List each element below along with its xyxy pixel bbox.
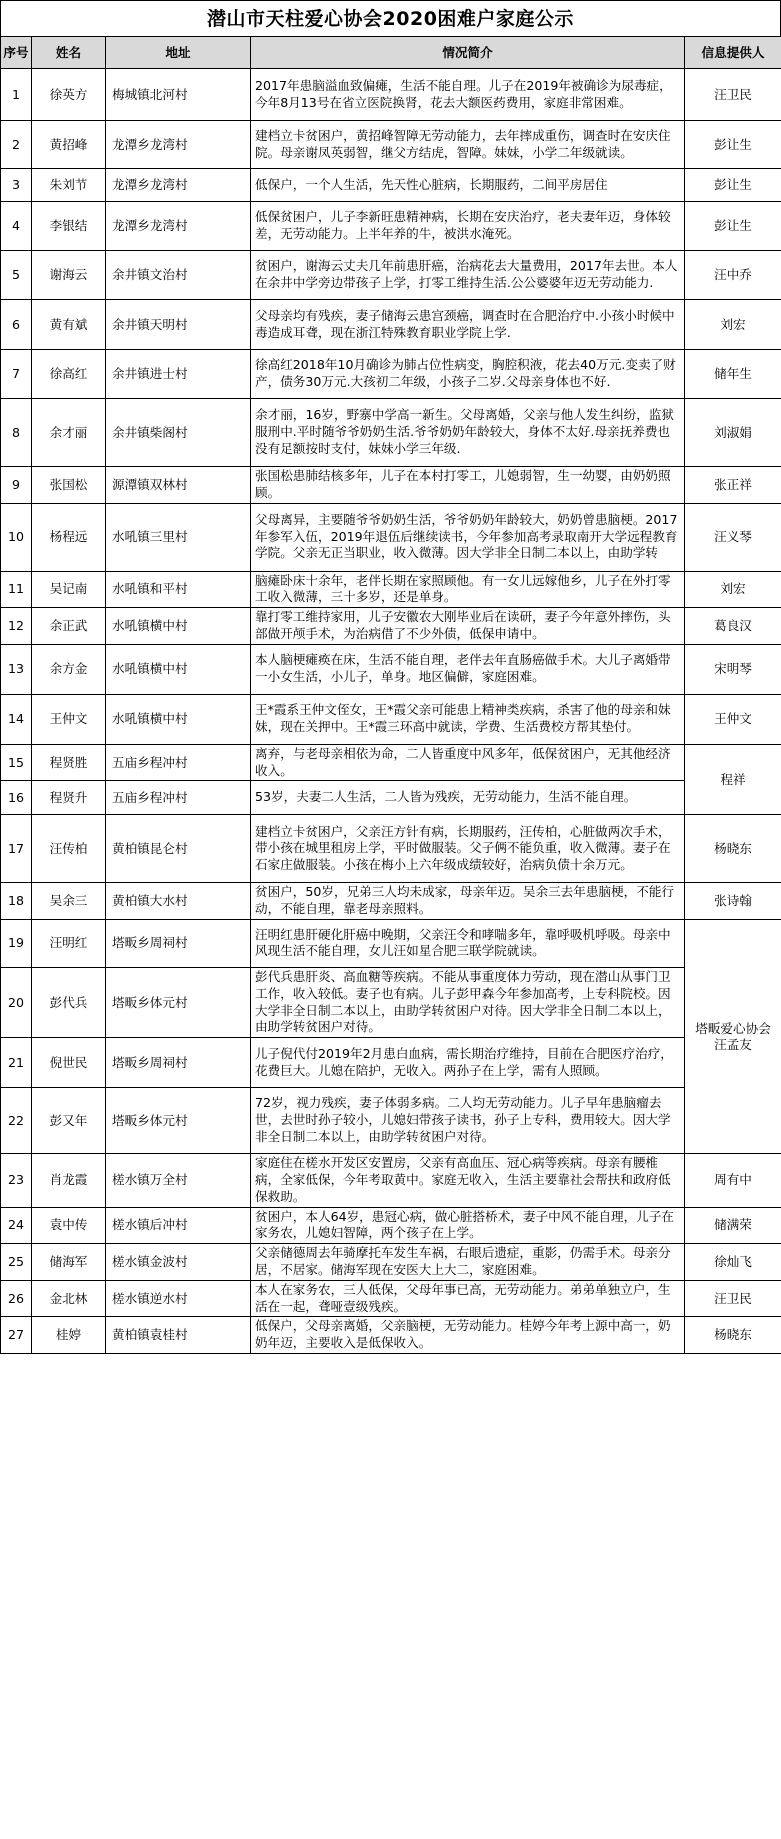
row-description: 建档立卡贫困户，父亲汪方针有病，长期服药，汪传柏，心脏做两次手术，带小孩在城里租房上学，平时做服装。父子俩不能负重，收入微薄。妻子在石家庄做服装。小孩在梅小上六年级成绩较好，治病负债十余万元。 [251, 815, 685, 883]
row-provider: 王仲文 [685, 694, 781, 744]
row-description: 余才丽，16岁，野寨中学高一新生。父母离婚，父亲与他人发生纠纷，监狱服刑中.平时随爷爷奶奶生活.爷爷奶奶年龄较大，身体不太好.母亲抚养费也没有足额按时支付，妹妹小学三年级. [251, 399, 685, 467]
table-row [1, 169, 781, 202]
row-number: 14 [1, 694, 32, 744]
row-number: 12 [1, 608, 32, 645]
row-provider: 彭让生 [685, 202, 781, 251]
row-number: 7 [1, 350, 32, 399]
row-description: 儿子倪代付2019年2月患白血病，需长期治疗维持，目前在合肥医疗治疗，花费巨大。儿媳在陪护，无收入。两孙子在上学，需有人照顾。 [251, 1038, 685, 1088]
row-provider: 刘宏 [685, 300, 781, 350]
row-name: 余正武 [32, 608, 106, 645]
row-name: 王仲文 [32, 694, 106, 744]
row-number: 13 [1, 644, 32, 694]
row-provider: 汪义琴 [685, 503, 781, 571]
table-row [1, 1244, 781, 1281]
row-number: 10 [1, 503, 32, 571]
row-address: 五庙乡程冲村 [106, 744, 251, 781]
table-row [1, 815, 781, 883]
row-number: 20 [1, 967, 32, 1037]
row-provider: 储年生 [685, 350, 781, 399]
row-number: 25 [1, 1244, 32, 1281]
row-description: 本人脑梗瘫痪在床，生活不能自理，老伴去年直肠癌做手术。大儿子离婚带一小女生活，小儿子，单身。地区偏僻，家庭困难。 [251, 644, 685, 694]
table-row [1, 919, 781, 967]
row-description: 本人在家务农，三人低保，父母年事已高，无劳动能力。弟弟单独立户，生活在一起，聋哑壹级残疾。 [251, 1280, 685, 1317]
row-address: 五庙乡程冲村 [106, 781, 251, 815]
row-name: 彭又年 [32, 1088, 106, 1154]
table-row [1, 744, 781, 781]
row-description: 徐高红2018年10月确诊为肺占位性病变，胸腔积液，花去40万元.变卖了财产，债务30万元.大孩初二年级，小孩子二岁.父母亲身体也不好. [251, 350, 685, 399]
row-name: 汪明红 [32, 919, 106, 967]
row-number: 23 [1, 1154, 32, 1207]
row-name: 徐高红 [32, 350, 106, 399]
row-description: 低保户，父母亲离婚，父亲脑梗，无劳动能力。桂婷今年考上源中高一，奶奶年迈，主要收入是低保收入。 [251, 1317, 685, 1354]
row-address: 水吼镇三里村 [106, 503, 251, 571]
row-name: 肖龙霞 [32, 1154, 106, 1207]
row-name: 吴记南 [32, 571, 106, 608]
row-number: 4 [1, 202, 32, 251]
row-address: 龙潭乡龙湾村 [106, 121, 251, 169]
row-provider: 张正祥 [685, 467, 781, 504]
row-name: 汪传柏 [32, 815, 106, 883]
row-address: 黄柏镇袁桂村 [106, 1317, 251, 1354]
table-row [1, 1317, 781, 1354]
row-name: 彭代兵 [32, 967, 106, 1037]
row-description: 贫困户，本人64岁，患冠心病，做心脏搭桥术，妻子中风不能自理，儿子在家务农，儿媳妇智障，两个孩子在上学。 [251, 1207, 685, 1244]
row-number: 26 [1, 1280, 32, 1317]
table-row [1, 251, 781, 300]
table-row [1, 571, 781, 608]
row-name: 徐英方 [32, 69, 106, 121]
row-address: 槎水镇逆水村 [106, 1280, 251, 1317]
table-header-row [1, 37, 781, 69]
row-provider: 塔畈爱心协会 汪孟友 [685, 919, 781, 1153]
table-row [1, 202, 781, 251]
row-description: 低保贫困户，儿子李新旺患精神病，长期在安庆治疗，老夫妻年迈，身体较差，无劳动能力。上半年养的牛，被洪水淹死。 [251, 202, 685, 251]
row-name: 李银结 [32, 202, 106, 251]
row-name: 余方金 [32, 644, 106, 694]
table-row [1, 350, 781, 399]
row-provider: 周有中 [685, 1154, 781, 1207]
table-row [1, 883, 781, 920]
page-title: 潜山市天柱爱心协会2020困难户家庭公示 [0, 0, 781, 36]
row-address: 塔畈乡周祠村 [106, 919, 251, 967]
row-number: 6 [1, 300, 32, 350]
row-description: 低保户，一个人生活，先天性心脏病，长期服药，二间平房居住 [251, 169, 685, 202]
row-name: 储海军 [32, 1244, 106, 1281]
table-row [1, 967, 781, 1037]
row-description: 53岁，夫妻二人生活，二人皆为残疾，无劳动能力，生活不能自理。 [251, 781, 685, 815]
row-number: 19 [1, 919, 32, 967]
row-address: 槎水镇金波村 [106, 1244, 251, 1281]
row-number: 24 [1, 1207, 32, 1244]
table-row [1, 1207, 781, 1244]
table-row [1, 300, 781, 350]
row-description: 父母离异，主要随爷爷奶奶生活，爷爷奶奶年龄较大，奶奶曾患脑梗。2017年参军入伍，2019年退伍后继续读书，今年参加高考录取南开大学远程教育学院。父亲无正当职业，收入微薄。因大学非全日制二本以上，由助学转 [251, 503, 685, 571]
row-description: 王*霞系王仲文侄女，王*霞父亲可能患上精神类疾病，杀害了他的母亲和妹妹，现在关押中。王*霞三环高中就读，学费、生活费校方帮其垫付。 [251, 694, 685, 744]
row-description: 离弃，与老母亲相依为命，二人皆重度中风多年，低保贫困户，无其他经济收入。 [251, 744, 685, 781]
row-number: 5 [1, 251, 32, 300]
row-address: 梅城镇北河村 [106, 69, 251, 121]
row-address: 水吼镇横中村 [106, 694, 251, 744]
table-row [1, 1038, 781, 1088]
row-name: 程贤升 [32, 781, 106, 815]
table-body [1, 69, 781, 1354]
row-name: 朱刘节 [32, 169, 106, 202]
table-row [1, 694, 781, 744]
header-description: 情况简介 [251, 37, 685, 69]
row-number: 1 [1, 69, 32, 121]
row-number: 22 [1, 1088, 32, 1154]
row-description: 脑瘫卧床十余年，老伴长期在家照顾他。有一女儿远嫁他乡，儿子在外打零工收入微薄，三十多岁，还是单身。 [251, 571, 685, 608]
row-address: 塔畈乡体元村 [106, 1088, 251, 1154]
row-number: 11 [1, 571, 32, 608]
row-description: 贫困户，谢海云丈夫几年前患肝癌，治病花去大量费用，2017年去世。本人在余井中学旁边带孩子上学，打零工维持生活.公公婆婆年迈无劳动能力. [251, 251, 685, 300]
row-description: 建档立卡贫困户，黄招峰智障无劳动能力，去年摔成重伤，调查时在安庆住院。母亲谢凤英弱智，继父方结虎，智障。妹妹，小学二年级就读。 [251, 121, 685, 169]
row-address: 余井镇文治村 [106, 251, 251, 300]
row-provider: 汪卫民 [685, 1280, 781, 1317]
row-number: 3 [1, 169, 32, 202]
table-row [1, 608, 781, 645]
row-number: 8 [1, 399, 32, 467]
header-provider: 信息提供人 [685, 37, 781, 69]
row-address: 龙潭乡龙湾村 [106, 169, 251, 202]
row-name: 张国松 [32, 467, 106, 504]
row-address: 槎水镇万全村 [106, 1154, 251, 1207]
row-description: 彭代兵患肝炎、高血糖等疾病。不能从事重度体力劳动，现在潜山从事门卫工作，收入较低。妻子也有病。儿子彭甲森今年参加高考，上专科院校。因大学非全日制二本以上，由助学转贫困户对待。因大学非全日制二本以上，由助学转贫困户对待。 [251, 967, 685, 1037]
header-no: 序号 [1, 37, 32, 69]
row-provider: 刘淑娟 [685, 399, 781, 467]
row-name: 黄有斌 [32, 300, 106, 350]
header-address: 地址 [106, 37, 251, 69]
table-row [1, 1154, 781, 1207]
row-provider: 徐灿飞 [685, 1244, 781, 1281]
table-row [1, 1280, 781, 1317]
row-description: 张国松患肺结核多年，儿子在本村打零工，儿媳弱智，生一幼婴，由奶奶照顾。 [251, 467, 685, 504]
row-provider: 杨晓东 [685, 1317, 781, 1354]
row-provider: 汪卫民 [685, 69, 781, 121]
row-name: 谢海云 [32, 251, 106, 300]
row-provider: 彭让生 [685, 121, 781, 169]
row-name: 金北林 [32, 1280, 106, 1317]
row-address: 余井镇天明村 [106, 300, 251, 350]
row-description: 2017年患脑溢血致偏瘫，生活不能自理。儿子在2019年被确诊为尿毒症，今年8月13号在省立医院换肾，花去大额医药费用，家庭非常困难。 [251, 69, 685, 121]
row-number: 18 [1, 883, 32, 920]
table-row [1, 644, 781, 694]
row-address: 水吼镇横中村 [106, 608, 251, 645]
table-row [1, 399, 781, 467]
row-provider: 储满荣 [685, 1207, 781, 1244]
row-address: 余井镇柴阁村 [106, 399, 251, 467]
row-number: 9 [1, 467, 32, 504]
table-row [1, 467, 781, 504]
row-description: 家庭住在槎水开发区安置房，父亲有高血压、冠心病等疾病。母亲有腰椎病，全家低保，今年考取黄中。家庭无收入，生活主要靠社会帮扶和政府低保救助。 [251, 1154, 685, 1207]
row-name: 黄招峰 [32, 121, 106, 169]
table-row [1, 503, 781, 571]
row-address: 黄柏镇昆仑村 [106, 815, 251, 883]
row-address: 塔畈乡周祠村 [106, 1038, 251, 1088]
row-address: 龙潭乡龙湾村 [106, 202, 251, 251]
row-description: 父母亲均有残疾，妻子储海云患宫颈癌，调查时在合肥治疗中.小孩小时候中毒造成耳聋，现在浙江特殊教育职业学院上学. [251, 300, 685, 350]
header-name: 姓名 [32, 37, 106, 69]
table-row [1, 121, 781, 169]
table-row [1, 69, 781, 121]
row-provider: 张诗翰 [685, 883, 781, 920]
row-number: 17 [1, 815, 32, 883]
row-description: 汪明红患肝硬化肝癌中晚期，父亲汪令和哮喘多年，靠呼吸机呼吸。母亲中风现生活不能自理，女儿汪如星合肥三联学院就读。 [251, 919, 685, 967]
row-provider: 程祥 [685, 744, 781, 815]
row-description: 贫困户，50岁，兄弟三人均未成家，母亲年迈。吴余三去年患脑梗，不能行动，不能自理，靠老母亲照料。 [251, 883, 685, 920]
row-address: 槎水镇后冲村 [106, 1207, 251, 1244]
table-row [1, 1088, 781, 1154]
row-name: 袁中传 [32, 1207, 106, 1244]
row-number: 16 [1, 781, 32, 815]
row-provider: 宋明琴 [685, 644, 781, 694]
poor-households-table [0, 36, 781, 1354]
row-address: 余井镇进士村 [106, 350, 251, 399]
row-number: 15 [1, 744, 32, 781]
row-address: 水吼镇和平村 [106, 571, 251, 608]
row-description: 父亲储德周去年骑摩托车发生车祸，右眼后遗症，重影，仍需手术。母亲分居，不居家。储海军现在安医大上大二，家庭困难。 [251, 1244, 685, 1281]
row-description: 72岁，视力残疾，妻子体弱多病。二人均无劳动能力。儿子早年患脑瘤去世，去世时孙子较小，儿媳妇带孩子读书，孙子上专科，费用较大。因大学非全日制二本以上，由助学转贫困户对待。 [251, 1088, 685, 1154]
row-name: 吴余三 [32, 883, 106, 920]
row-name: 桂婷 [32, 1317, 106, 1354]
row-provider: 刘宏 [685, 571, 781, 608]
row-name: 余才丽 [32, 399, 106, 467]
row-name: 倪世民 [32, 1038, 106, 1088]
table-row [1, 781, 781, 815]
row-address: 黄柏镇大水村 [106, 883, 251, 920]
row-address: 源潭镇双林村 [106, 467, 251, 504]
row-number: 2 [1, 121, 32, 169]
row-provider: 杨晓东 [685, 815, 781, 883]
row-number: 21 [1, 1038, 32, 1088]
row-name: 程贤胜 [32, 744, 106, 781]
row-provider: 彭让生 [685, 169, 781, 202]
row-address: 塔畈乡体元村 [106, 967, 251, 1037]
row-address: 水吼镇横中村 [106, 644, 251, 694]
row-number: 27 [1, 1317, 32, 1354]
row-name: 杨程远 [32, 503, 106, 571]
row-description: 靠打零工维持家用，儿子安徽农大刚毕业后在读研，妻子今年意外摔伤，头部做开颅手术，为治病借了不少外债，低保申请中。 [251, 608, 685, 645]
row-provider: 汪中乔 [685, 251, 781, 300]
row-provider: 葛良汉 [685, 608, 781, 645]
